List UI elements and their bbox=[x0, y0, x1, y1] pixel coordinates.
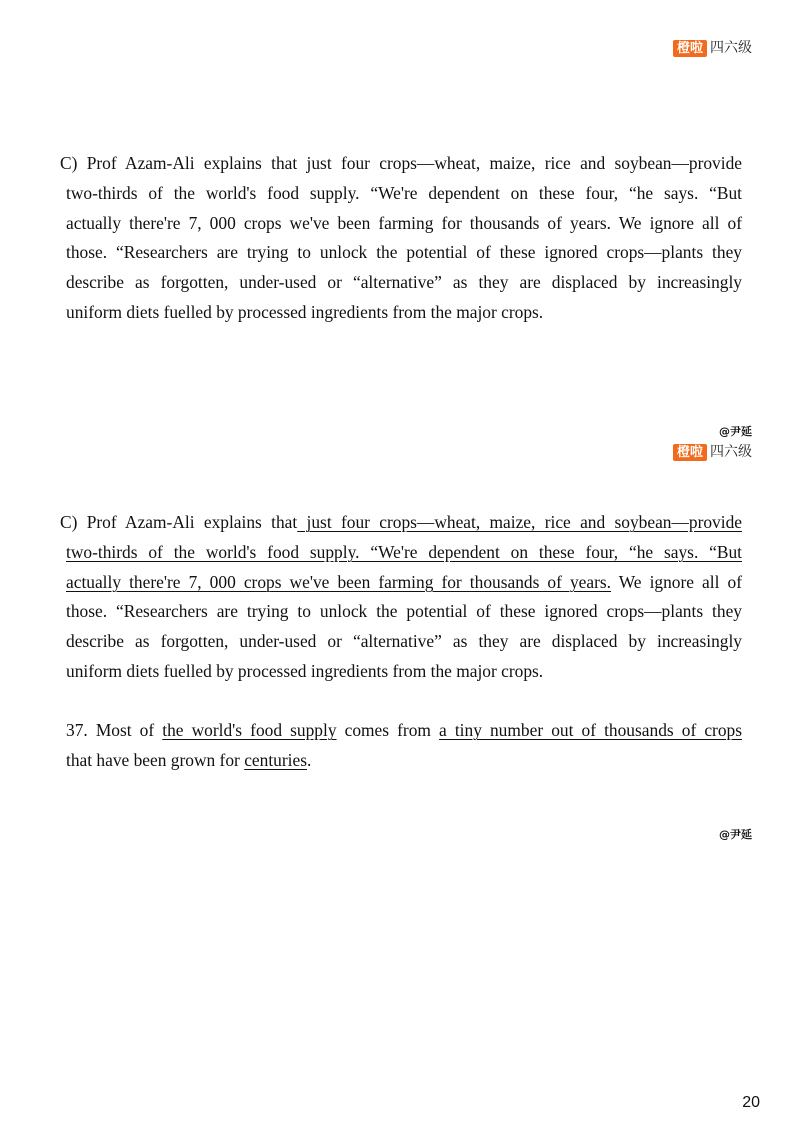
question-text: comes from bbox=[336, 720, 440, 740]
brand-logo-top bbox=[673, 40, 752, 57]
brand-label: 四六级 bbox=[710, 444, 752, 460]
question-text: . bbox=[306, 749, 312, 770]
passage-line: actually there're 7, 000 crops we've been farming for thousands of years. We ignore all of bbox=[66, 212, 742, 233]
brand-badge: 橙啦 bbox=[673, 40, 707, 57]
passage-line bbox=[60, 568, 742, 598]
underlined-text: actually there're 7, 000 crops we've been farming for thousands of years. bbox=[66, 571, 612, 592]
passage-annotated bbox=[60, 508, 742, 687]
watermark-author: @尹延 bbox=[719, 828, 752, 841]
passage-line: two-thirds of the world's food supply. “We're dependent on these four, “he says. “But bbox=[66, 182, 742, 203]
question-line bbox=[66, 746, 742, 776]
underlined-text: a tiny number out of thousands of crops bbox=[439, 720, 742, 740]
passage-line bbox=[60, 508, 742, 538]
page-number: 20 bbox=[742, 1094, 760, 1111]
passage-line bbox=[60, 538, 742, 568]
passage-line: uniform diets fuelled by processed ingredients from the major crops. bbox=[66, 660, 544, 681]
passage-text: We ignore all of bbox=[611, 571, 742, 592]
brand-label: 四六级 bbox=[710, 40, 752, 56]
question-text: that have been grown for bbox=[66, 749, 245, 770]
underlined-text: the world's food supply bbox=[162, 720, 337, 740]
brand-badge: 橙啦 bbox=[673, 444, 707, 461]
question-37 bbox=[66, 716, 742, 776]
passage-text: C) Prof Azam-Ali explains that bbox=[60, 512, 298, 532]
passage-line: those. “Researchers are trying to unlock the potential of these ignored crops—plants they bbox=[66, 242, 742, 263]
passage-line: C) Prof Azam-Ali explains that just four crops—wheat, maize, rice and soybean—provide bbox=[60, 153, 742, 173]
underlined-text: centuries bbox=[244, 749, 307, 770]
question-line bbox=[66, 716, 742, 746]
underlined-text: just four crops—wheat, maize, rice and soybean—provide bbox=[297, 512, 742, 532]
brand-logo-second bbox=[673, 444, 752, 461]
passage-line: describe as forgotten, under-used or “alternative” as they are displaced by increasingly bbox=[66, 272, 742, 293]
question-text: 37. Most of bbox=[66, 720, 163, 740]
passage-line: uniform diets fuelled by processed ingredients from the major crops. bbox=[66, 301, 544, 322]
passage-line: those. “Researchers are trying to unlock the potential of these ignored crops—plants they bbox=[66, 601, 742, 622]
passage-plain bbox=[60, 149, 742, 328]
passage-line: describe as forgotten, under-used or “alternative” as they are displaced by increasingly bbox=[66, 631, 742, 652]
watermark-author: @尹延 bbox=[719, 425, 752, 438]
underlined-text: two-thirds of the world's food supply. “We're dependent on these four, “he says. “But bbox=[66, 541, 742, 562]
